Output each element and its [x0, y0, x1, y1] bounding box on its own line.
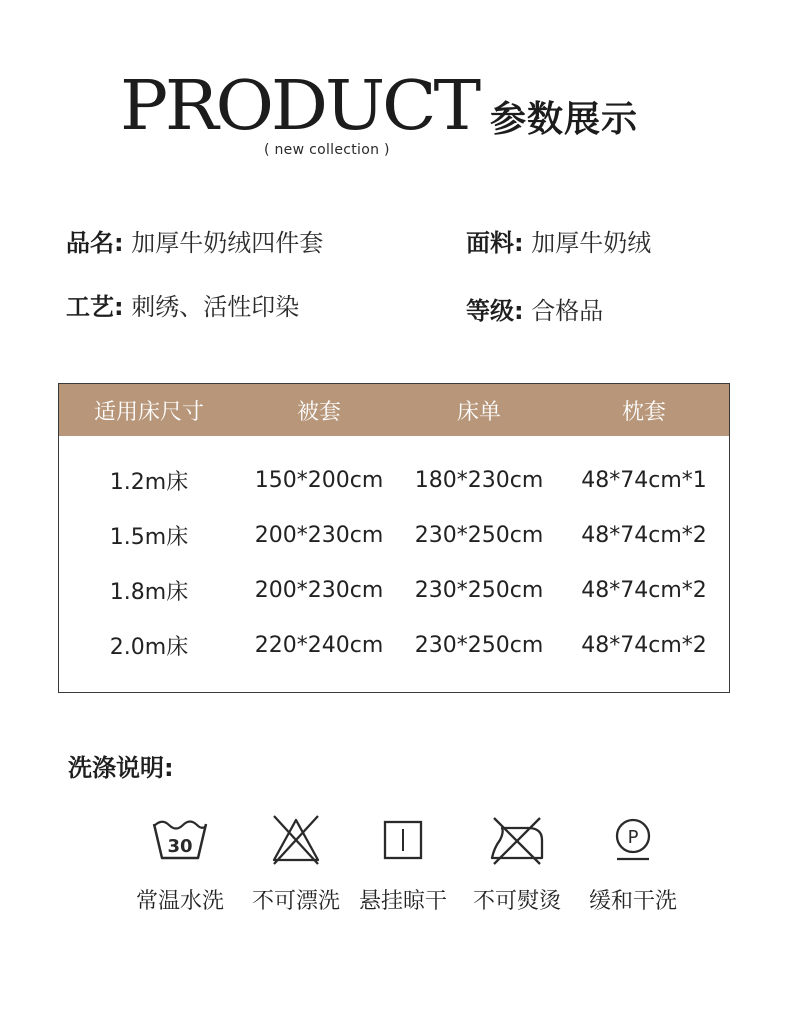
- care-item-no-bleach: [241, 814, 351, 915]
- column-header: 被套: [296, 399, 341, 425]
- table-row: [59, 508, 729, 563]
- size-table: [58, 383, 730, 693]
- table-cell: 1.8m床: [109, 580, 189, 605]
- table-row: [59, 563, 729, 618]
- washing-title: 洗涤说明:: [68, 754, 174, 782]
- table-cell: 200*230cm: [254, 578, 384, 603]
- column-header: 枕套: [621, 399, 666, 425]
- wash-temp-label: 30: [167, 836, 193, 857]
- product-heading: PRODUCT: [120, 67, 478, 146]
- table-cell: 48*74cm*2: [581, 578, 707, 603]
- table-cell: 1.2m床: [109, 470, 189, 495]
- dry-clean-letter: P: [627, 827, 639, 848]
- collection-subtitle: ( new collection ): [264, 142, 390, 158]
- table-cell: 48*74cm*1: [581, 468, 707, 493]
- care-label: 悬挂晾干: [358, 889, 447, 914]
- column-header: 床单: [456, 399, 501, 425]
- no-bleach-icon: [241, 814, 351, 866]
- care-item-no-iron: [462, 814, 572, 915]
- table-row: [59, 618, 729, 673]
- dry-clean-p-icon: [578, 814, 688, 866]
- care-item-hang-dry: [348, 814, 458, 915]
- care-item-wash: [125, 814, 235, 915]
- table-cell: 48*74cm*2: [581, 633, 707, 658]
- table-cell: 2.0m床: [109, 635, 189, 660]
- wash-30-icon: [125, 814, 235, 866]
- hang-dry-icon: [348, 814, 458, 866]
- no-iron-icon: [462, 814, 572, 866]
- column-header: 适用床尺寸: [93, 399, 204, 425]
- table-cell: 150*200cm: [254, 468, 384, 493]
- page-header: [0, 67, 790, 170]
- care-label: 不可熨烫: [472, 889, 561, 914]
- table-cell: 1.5m床: [109, 525, 189, 550]
- table-body: [59, 436, 729, 673]
- spec-grade: 等级: 合格品: [466, 297, 604, 325]
- table-row: [59, 453, 729, 508]
- table-cell: 230*250cm: [414, 633, 544, 658]
- table-cell: 200*230cm: [254, 523, 384, 548]
- table-header: [59, 384, 729, 436]
- table-cell: 220*240cm: [254, 633, 384, 658]
- care-label: 不可漂洗: [251, 889, 340, 914]
- care-item-dry-clean: [578, 814, 688, 915]
- table-cell: 180*230cm: [414, 468, 544, 493]
- spec-fabric: 面料: 加厚牛奶绒: [466, 229, 652, 257]
- table-cell: 48*74cm*2: [581, 523, 707, 548]
- table-cell: 230*250cm: [414, 578, 544, 603]
- spec-craft: 工艺: 刺绣、活性印染: [66, 293, 300, 321]
- care-label: 缓和干洗: [588, 889, 677, 914]
- spec-name: 品名: 加厚牛奶绒四件套: [66, 229, 324, 257]
- care-label: 常温水洗: [135, 889, 224, 914]
- table-cell: 230*250cm: [414, 523, 544, 548]
- page-title: 参数展示: [490, 99, 639, 140]
